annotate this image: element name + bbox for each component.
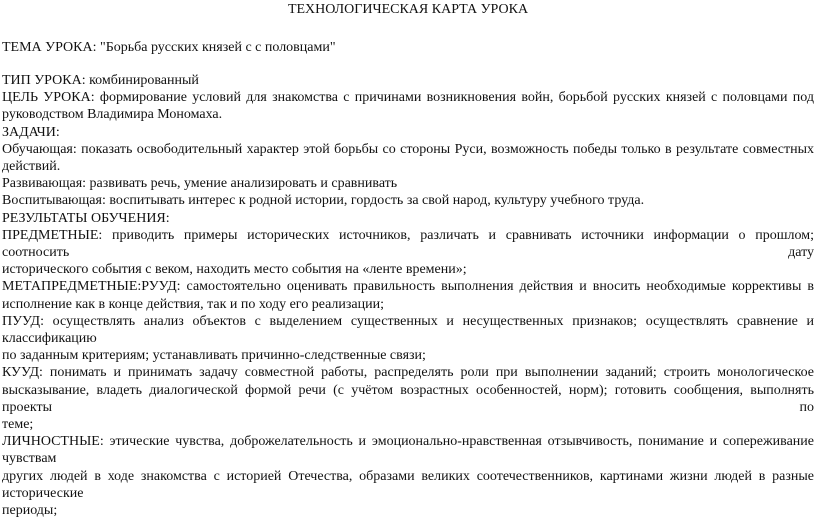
task-educating: [2, 192, 814, 209]
results-meta-ruud-line: исполнение как в конце действия, так и по ходу его реализации;: [2, 296, 385, 312]
task-teaching-line: Обучающая: показать освободительный характер этой борьбы со стороны Руси, возможность победы только в результате совместных: [2, 141, 814, 157]
lesson-body: [2, 72, 814, 519]
lesson-topic-text: ТЕМА УРОКА: "Борьба русских князей с с половцами": [2, 40, 336, 55]
results-personal-line: периоды;: [2, 503, 58, 519]
results-puud-line: по заданным критериям; устанавливать причинно-следственные связи;: [2, 348, 426, 364]
lesson-type-line: ТИП УРОКА: комбинированный: [2, 73, 199, 88]
task-developing-line: Развивающая: развивать речь, умение анализировать и сравнивать: [2, 176, 398, 192]
results-personal-line: ЛИЧНОСТНЫЕ: этические чувства, доброжелательность и эмоционально-нравственная отзывчивость, понимание и сопереживание чувствам: [2, 434, 814, 467]
results-heading: [2, 210, 814, 227]
lesson-goal-line: ЦЕЛЬ УРОКА: формирование условий для знакомства с причинами возникновения войн, борьбой русских князей с половцами под: [2, 90, 814, 106]
results-kuud: [2, 364, 814, 433]
tasks-heading: [2, 124, 814, 141]
results-personal-line: других людей в ходе знакомства с историей Отечества, образами великих соотечественников, картинами жизни людей в разные исторические: [2, 468, 814, 501]
results-subject-line: ПРЕДМЕТНЫЕ: приводить примеры исторических источников, различать и сравнивать источники информации о прошлом; соотносить дату: [2, 227, 814, 261]
lesson-topic: [2, 39, 814, 56]
results-meta-ruud: [2, 278, 814, 312]
lesson-goal: [2, 89, 814, 123]
task-teaching-line: действий.: [2, 159, 61, 175]
results-kuud-line: высказывание, владеть диалогической формой речи (с учётом возрастных особенностей, норм); готовить сообщения, выполнять проекты по: [2, 382, 814, 415]
lesson-goal-line: руководством Владимира Мономаха.: [2, 107, 223, 123]
results-subject: [2, 227, 814, 279]
tasks-heading-line: ЗАДАЧИ:: [2, 124, 60, 140]
results-kuud-line: КУУД: понимать и принимать задачу совместной работы, распределять роли при выполнении заданий; строить монологическое: [2, 365, 814, 381]
results-personal: [2, 433, 814, 519]
results-kuud-line: теме;: [2, 417, 34, 433]
results-heading-line: РЕЗУЛЬТАТЫ ОБУЧЕНИЯ:: [2, 210, 170, 226]
lesson-type: [2, 72, 814, 89]
task-teaching: [2, 141, 814, 175]
results-meta-ruud-line: МЕТАПРЕДМЕТНЫЕ:РУУД: самостоятельно оценивать правильность выполнения действия и вносить необходимые коррективы в: [2, 279, 814, 295]
document-title: ТЕХНОЛОГИЧЕСКАЯ КАРТА УРОКА: [287, 2, 529, 17]
results-subject-line: исторического события с веком, находить место события на «ленте времени»;: [2, 262, 467, 278]
task-educating-line: Воспитывающая: воспитывать интерес к родной истории, гордость за свой народ, культуру учебного труда.: [2, 193, 645, 209]
results-puud-line: ПУУД: осуществлять анализ объектов с выделением существенных и несущественных признаков; осуществлять сравнение и классификацию: [2, 313, 814, 347]
task-developing: [2, 175, 814, 192]
results-puud: [2, 313, 814, 365]
